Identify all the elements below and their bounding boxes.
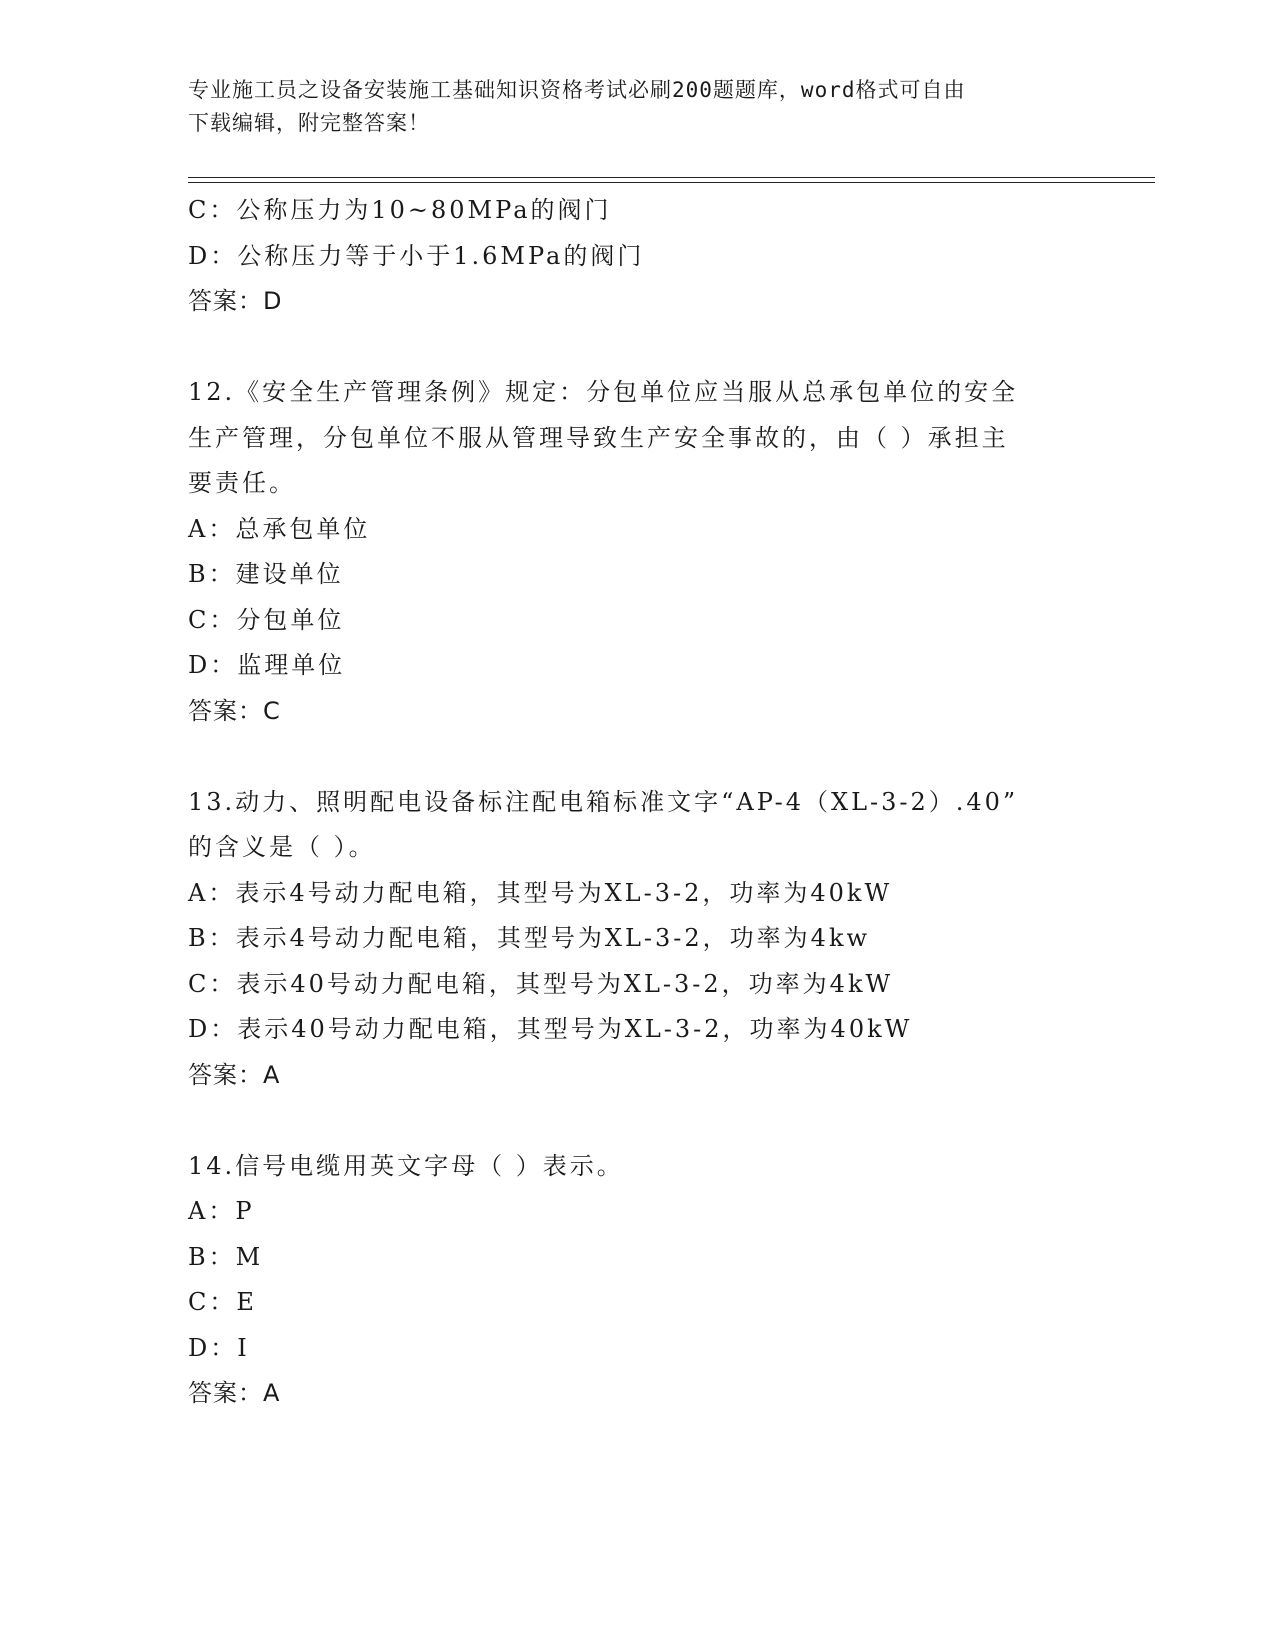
option-a: A：表示4号动力配电箱，其型号为XL-3-2，功率为40kW bbox=[188, 878, 893, 907]
option-c: C：分包单位 bbox=[188, 605, 345, 634]
option-a: A：P bbox=[188, 1197, 255, 1225]
question-stem-line: 13.动力、照明配电设备标注配电箱标准文字“AP-4（XL-3-2）.40” bbox=[188, 787, 1019, 816]
option-b: B：建设单位 bbox=[188, 560, 344, 588]
question-block-13 bbox=[188, 780, 1128, 1099]
option-d: D：公称压力等于小于1.6MPa的阀门 bbox=[188, 241, 645, 270]
question-stem-line: 12.《安全生产管理条例》规定：分包单位应当服从总承包单位的安全 bbox=[188, 378, 1019, 406]
spacer bbox=[188, 325, 1128, 371]
question-stem-line: 生产管理，分包单位不服从管理导致生产安全事故的，由（ ）承担主 bbox=[188, 423, 1009, 452]
answer-line: 答案：A bbox=[188, 1060, 281, 1089]
header-line-2: 下载编辑，附完整答案！ bbox=[188, 111, 430, 135]
header-divider-bottom bbox=[188, 182, 1155, 183]
question-list bbox=[188, 188, 1128, 1417]
question-stem-line: 的含义是（ ）。 bbox=[188, 833, 376, 861]
option-c: C：表示40号动力配电箱，其型号为XL-3-2，功率为4kW bbox=[188, 969, 894, 998]
option-b: B：M bbox=[188, 1242, 264, 1271]
option-d: D：监理单位 bbox=[188, 651, 346, 679]
option-b: B：表示4号动力配电箱，其型号为XL-3-2，功率为4kw bbox=[188, 924, 871, 952]
spacer bbox=[188, 1098, 1128, 1144]
answer-line: 答案：C bbox=[188, 696, 281, 725]
question-block-14 bbox=[188, 1144, 1128, 1417]
option-c: C：公称压力为10~80MPa的阀门 bbox=[188, 196, 612, 224]
spacer bbox=[188, 734, 1128, 780]
document-header bbox=[188, 74, 1088, 140]
header-divider-top bbox=[188, 177, 1155, 178]
question-stem-line: 要责任。 bbox=[188, 469, 296, 497]
header-line-1: 专业施工员之设备安装施工基础知识资格考试必刷200题题库，word格式可自由 bbox=[188, 78, 966, 102]
question-block-11-tail bbox=[188, 188, 1128, 325]
option-d: D：I bbox=[188, 1333, 250, 1362]
question-stem-line: 14.信号电缆用英文字母（ ）表示。 bbox=[188, 1151, 624, 1180]
question-block-12 bbox=[188, 370, 1128, 734]
option-a: A：总承包单位 bbox=[188, 514, 371, 543]
answer-line: 答案：D bbox=[188, 287, 283, 315]
option-d: D：表示40号动力配电箱，其型号为XL-3-2，功率为40kW bbox=[188, 1015, 913, 1043]
answer-line: 答案：A bbox=[188, 1379, 281, 1407]
option-c: C：E bbox=[188, 1288, 257, 1316]
